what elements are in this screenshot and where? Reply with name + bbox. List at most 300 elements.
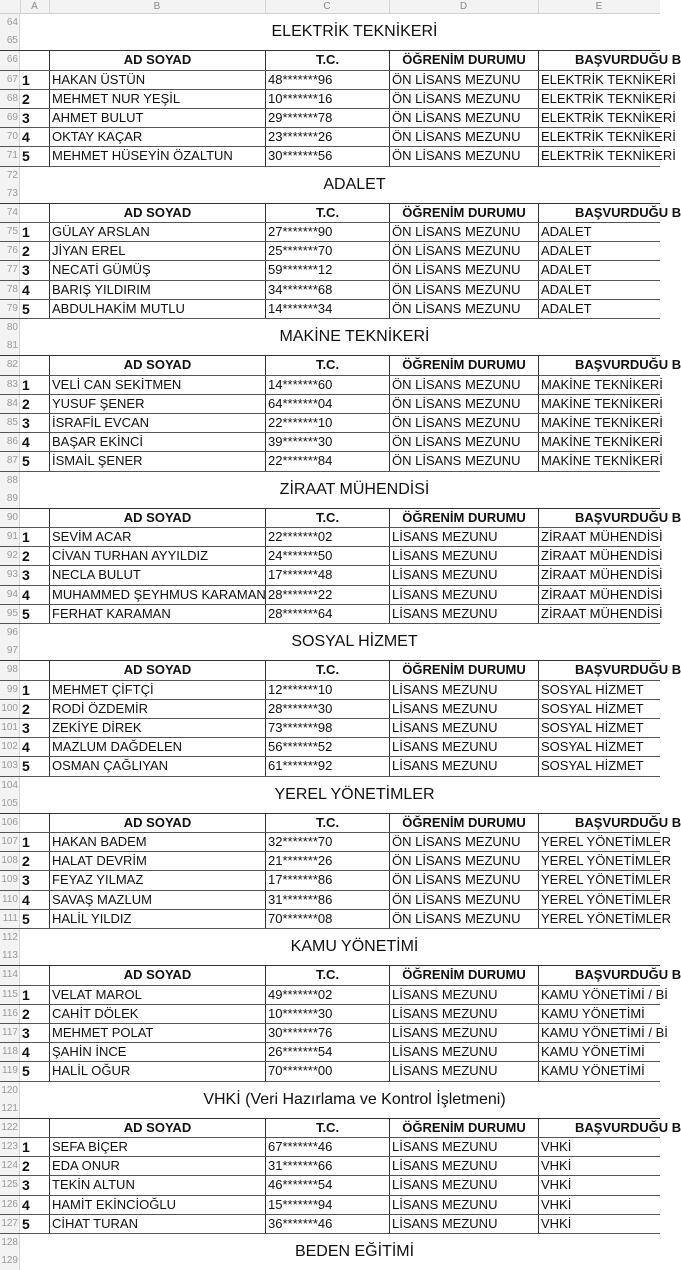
row-number[interactable]: 103	[0, 757, 20, 775]
cell-tc[interactable]: 21*******26	[265, 852, 389, 870]
row-number[interactable]: 97	[0, 642, 20, 660]
row-number[interactable]: 122	[0, 1119, 20, 1137]
cell-tc[interactable]: 34*******68	[265, 281, 389, 299]
row-number[interactable]: 125	[0, 1176, 20, 1194]
cell-applied-position[interactable]: MAKİNE TEKNİKERİ	[538, 452, 660, 470]
row-number[interactable]: 70	[0, 128, 20, 146]
cell-education[interactable]: ÖN LİSANS MEZUNU	[389, 414, 538, 432]
header-ogrenim-durumu[interactable]: ÖĞRENİM DURUMU	[389, 356, 538, 374]
cell-applied-position[interactable]: ZİRAAT MÜHENDİSİ	[538, 547, 660, 565]
cell-education[interactable]: ÖN LİSANS MEZUNU	[389, 109, 538, 127]
cell-education[interactable]: ÖN LİSANS MEZUNU	[389, 281, 538, 299]
cell-education[interactable]: LİSANS MEZUNU	[389, 1196, 538, 1214]
cell-education[interactable]: LİSANS MEZUNU	[389, 1062, 538, 1080]
cell-applied-position[interactable]: YEREL YÖNETİMLER	[538, 833, 660, 851]
cell-number[interactable]: 5	[22, 148, 30, 165]
cell-applied-position[interactable]: SOSYAL HİZMET	[538, 757, 660, 775]
cell-name[interactable]: FEYAZ YILMAZ	[49, 871, 265, 889]
row-number[interactable]: 74	[0, 204, 20, 222]
cell-applied-position[interactable]: YEREL YÖNETİMLER	[538, 910, 660, 928]
cell-education[interactable]: LİSANS MEZUNU	[389, 719, 538, 737]
cell-tc[interactable]: 26*******54	[265, 1043, 389, 1061]
header-tc[interactable]: T.C.	[265, 1119, 389, 1137]
cell-applied-position[interactable]: ELEKTRİK TEKNİKERİ	[538, 128, 660, 146]
cell-number[interactable]: 1	[22, 529, 30, 546]
cell-applied-position[interactable]: VHKİ	[538, 1157, 660, 1175]
cell-tc[interactable]: 22*******02	[265, 528, 389, 546]
cell-number[interactable]: 4	[22, 434, 30, 451]
cell-education[interactable]: ÖN LİSANS MEZUNU	[389, 242, 538, 260]
cell-applied-position[interactable]: VHKİ	[538, 1176, 660, 1194]
cell-education[interactable]: ÖN LİSANS MEZUNU	[389, 852, 538, 870]
cell-name[interactable]: VELAT MAROL	[49, 986, 265, 1004]
cell-education[interactable]: LİSANS MEZUNU	[389, 1005, 538, 1023]
row-number[interactable]: 119	[0, 1062, 20, 1080]
header-ad-soyad[interactable]: AD SOYAD	[49, 1119, 265, 1137]
row-number[interactable]: 115	[0, 986, 20, 1004]
cell-number[interactable]: 1	[22, 224, 30, 241]
cell-education[interactable]: ÖN LİSANS MEZUNU	[389, 261, 538, 279]
row-number[interactable]: 96	[0, 624, 20, 642]
cell-name[interactable]: NECLA BULUT	[49, 566, 265, 584]
cell-education[interactable]: LİSANS MEZUNU	[389, 700, 538, 718]
column-header-a[interactable]: A	[20, 0, 50, 13]
row-number[interactable]: 75	[0, 223, 20, 241]
cell-number[interactable]: 2	[22, 395, 30, 412]
row-number[interactable]: 107	[0, 833, 20, 851]
header-basvurdugu[interactable]: BAŞVURDUĞU B	[538, 661, 660, 679]
cell-applied-position[interactable]: KAMU YÖNETİMİ	[538, 1062, 660, 1080]
header-ogrenim-durumu[interactable]: ÖĞRENİM DURUMU	[389, 966, 538, 984]
cell-applied-position[interactable]: ADALET	[538, 300, 660, 318]
cell-number[interactable]: 1	[22, 71, 30, 88]
cell-tc[interactable]: 28*******64	[265, 605, 389, 623]
cell-education[interactable]: LİSANS MEZUNU	[389, 1043, 538, 1061]
cell-name[interactable]: OSMAN ÇAĞLIYAN	[49, 757, 265, 775]
cell-education[interactable]: LİSANS MEZUNU	[389, 1138, 538, 1156]
row-number[interactable]: 101	[0, 719, 20, 737]
cell-number[interactable]: 5	[22, 758, 30, 775]
cell-education[interactable]: ÖN LİSANS MEZUNU	[389, 376, 538, 394]
header-basvurdugu[interactable]: BAŞVURDUĞU B	[538, 966, 660, 984]
header-ogrenim-durumu[interactable]: ÖĞRENİM DURUMU	[389, 661, 538, 679]
cell-name[interactable]: HALAT DEVRİM	[49, 852, 265, 870]
header-ad-soyad[interactable]: AD SOYAD	[49, 51, 265, 69]
cell-applied-position[interactable]: ZİRAAT MÜHENDİSİ	[538, 586, 660, 604]
cell-number[interactable]: 3	[22, 414, 30, 431]
cell-tc[interactable]: 25*******70	[265, 242, 389, 260]
header-basvurdugu[interactable]: BAŞVURDUĞU B	[538, 51, 660, 69]
cell-applied-position[interactable]: MAKİNE TEKNİKERİ	[538, 376, 660, 394]
header-tc[interactable]: T.C.	[265, 509, 389, 527]
select-all-corner[interactable]	[0, 0, 21, 13]
row-number[interactable]: 76	[0, 242, 20, 260]
cell-applied-position[interactable]: ELEKTRİK TEKNİKERİ	[538, 71, 660, 89]
cell-number[interactable]: 5	[22, 1063, 30, 1080]
row-number[interactable]: 64	[0, 14, 20, 32]
cell-number[interactable]: 5	[22, 453, 30, 470]
row-number[interactable]: 126	[0, 1196, 20, 1214]
cell-education[interactable]: LİSANS MEZUNU	[389, 1024, 538, 1042]
cell-number[interactable]: 4	[22, 891, 30, 908]
row-number[interactable]: 109	[0, 871, 20, 889]
cell-tc[interactable]: 14*******34	[265, 300, 389, 318]
row-number[interactable]: 121	[0, 1100, 20, 1118]
cell-name[interactable]: HALİL YILDIZ	[49, 910, 265, 928]
cell-applied-position[interactable]: YEREL YÖNETİMLER	[538, 871, 660, 889]
cell-applied-position[interactable]: ADALET	[538, 281, 660, 299]
cell-education[interactable]: ÖN LİSANS MEZUNU	[389, 433, 538, 451]
cell-name[interactable]: BAŞAR EKİNCİ	[49, 433, 265, 451]
row-number[interactable]: 94	[0, 586, 20, 604]
cell-number[interactable]: 3	[22, 109, 30, 126]
cell-applied-position[interactable]: KAMU YÖNETİMİ / Bİ	[538, 1024, 660, 1042]
cell-tc[interactable]: 22*******10	[265, 414, 389, 432]
cell-number[interactable]: 3	[22, 262, 30, 279]
cell-education[interactable]: LİSANS MEZUNU	[389, 605, 538, 623]
row-number[interactable]: 124	[0, 1157, 20, 1175]
cell-name[interactable]: AHMET BULUT	[49, 109, 265, 127]
cell-number[interactable]: 2	[22, 700, 30, 717]
cell-number[interactable]: 3	[22, 1024, 30, 1041]
row-number[interactable]: 72	[0, 167, 20, 185]
row-number[interactable]: 110	[0, 891, 20, 909]
cell-tc[interactable]: 22*******84	[265, 452, 389, 470]
cell-name[interactable]: HALİL OĞUR	[49, 1062, 265, 1080]
cell-name[interactable]: HAKAN BADEM	[49, 833, 265, 851]
row-number[interactable]: 88	[0, 472, 20, 490]
cell-name[interactable]: YUSUF ŞENER	[49, 395, 265, 413]
cell-name[interactable]: SEFA BİÇER	[49, 1138, 265, 1156]
cell-number[interactable]: 3	[22, 567, 30, 584]
cell-number[interactable]: 4	[22, 281, 30, 298]
cell-applied-position[interactable]: MAKİNE TEKNİKERİ	[538, 414, 660, 432]
row-number[interactable]: 123	[0, 1138, 20, 1156]
cell-number[interactable]: 1	[22, 1139, 30, 1156]
cell-number[interactable]: 4	[22, 1196, 30, 1213]
row-number[interactable]: 81	[0, 337, 20, 355]
row-number[interactable]: 92	[0, 547, 20, 565]
cell-number[interactable]: 5	[22, 910, 30, 927]
cell-tc[interactable]: 10*******16	[265, 90, 389, 108]
cell-education[interactable]: ÖN LİSANS MEZUNU	[389, 300, 538, 318]
cell-name[interactable]: FERHAT KARAMAN	[49, 605, 265, 623]
header-cell-a[interactable]	[20, 1119, 49, 1137]
cell-tc[interactable]: 28*******22	[265, 586, 389, 604]
cell-number[interactable]: 2	[22, 1005, 30, 1022]
cell-applied-position[interactable]: ADALET	[538, 261, 660, 279]
cell-tc[interactable]: 59*******12	[265, 261, 389, 279]
cell-name[interactable]: HAKAN ÜSTÜN	[49, 71, 265, 89]
cell-applied-position[interactable]: SOSYAL HİZMET	[538, 738, 660, 756]
cell-education[interactable]: ÖN LİSANS MEZUNU	[389, 147, 538, 165]
header-ad-soyad[interactable]: AD SOYAD	[49, 356, 265, 374]
cell-tc[interactable]: 61*******92	[265, 757, 389, 775]
cell-education[interactable]: ÖN LİSANS MEZUNU	[389, 395, 538, 413]
cell-tc[interactable]: 30*******76	[265, 1024, 389, 1042]
row-number[interactable]: 117	[0, 1024, 20, 1042]
cell-applied-position[interactable]: ZİRAAT MÜHENDİSİ	[538, 605, 660, 623]
row-number[interactable]: 85	[0, 414, 20, 432]
cell-name[interactable]: MEHMET ÇİFTÇİ	[49, 681, 265, 699]
cell-name[interactable]: OKTAY KAÇAR	[49, 128, 265, 146]
cell-name[interactable]: CİVAN TURHAN AYYILDIZ	[49, 547, 265, 565]
cell-tc[interactable]: 48*******96	[265, 71, 389, 89]
row-number[interactable]: 67	[0, 71, 20, 89]
cell-tc[interactable]: 27*******90	[265, 223, 389, 241]
row-number[interactable]: 80	[0, 319, 20, 337]
cell-name[interactable]: BARIŞ YILDIRIM	[49, 281, 265, 299]
row-number[interactable]: 111	[0, 910, 20, 928]
cell-number[interactable]: 2	[22, 90, 30, 107]
cell-name[interactable]: İSRAFİL EVCAN	[49, 414, 265, 432]
cell-education[interactable]: LİSANS MEZUNU	[389, 566, 538, 584]
header-ad-soyad[interactable]: AD SOYAD	[49, 966, 265, 984]
cell-name[interactable]: VELİ CAN SEKİTMEN	[49, 376, 265, 394]
cell-name[interactable]: CİHAT TURAN	[49, 1215, 265, 1233]
cell-applied-position[interactable]: ELEKTRİK TEKNİKERİ	[538, 109, 660, 127]
cell-number[interactable]: 3	[22, 719, 30, 736]
cell-name[interactable]: MAZLUM DAĞDELEN	[49, 738, 265, 756]
column-header-d[interactable]: D	[389, 0, 539, 13]
cell-education[interactable]: LİSANS MEZUNU	[389, 757, 538, 775]
cell-tc[interactable]: 56*******52	[265, 738, 389, 756]
cell-tc[interactable]: 64*******04	[265, 395, 389, 413]
cell-applied-position[interactable]: MAKİNE TEKNİKERİ	[538, 433, 660, 451]
header-tc[interactable]: T.C.	[265, 814, 389, 832]
header-cell-a[interactable]	[20, 661, 49, 679]
cell-number[interactable]: 2	[22, 853, 30, 870]
row-number[interactable]: 106	[0, 814, 20, 832]
row-number[interactable]: 86	[0, 433, 20, 451]
header-cell-a[interactable]	[20, 51, 49, 69]
row-number[interactable]: 102	[0, 738, 20, 756]
cell-education[interactable]: LİSANS MEZUNU	[389, 586, 538, 604]
header-cell-a[interactable]	[20, 966, 49, 984]
cell-applied-position[interactable]: ZİRAAT MÜHENDİSİ	[538, 528, 660, 546]
row-number[interactable]: 120	[0, 1082, 20, 1100]
header-cell-a[interactable]	[20, 509, 49, 527]
cell-name[interactable]: SEVİM ACAR	[49, 528, 265, 546]
row-number[interactable]: 104	[0, 777, 20, 795]
header-ogrenim-durumu[interactable]: ÖĞRENİM DURUMU	[389, 1119, 538, 1137]
cell-name[interactable]: GÜLAY ARSLAN	[49, 223, 265, 241]
header-ogrenim-durumu[interactable]: ÖĞRENİM DURUMU	[389, 51, 538, 69]
cell-tc[interactable]: 73*******98	[265, 719, 389, 737]
row-number[interactable]: 91	[0, 528, 20, 546]
row-number[interactable]: 113	[0, 947, 20, 965]
cell-tc[interactable]: 31*******66	[265, 1157, 389, 1175]
row-number[interactable]: 65	[0, 32, 20, 50]
row-number[interactable]: 105	[0, 795, 20, 813]
cell-tc[interactable]: 17*******48	[265, 566, 389, 584]
row-number[interactable]: 83	[0, 376, 20, 394]
cell-name[interactable]: RODİ ÖZDEMİR	[49, 700, 265, 718]
header-ogrenim-durumu[interactable]: ÖĞRENİM DURUMU	[389, 509, 538, 527]
cell-name[interactable]: MUHAMMED ŞEYHMUS KARAMAN	[49, 586, 265, 604]
row-number[interactable]: 68	[0, 90, 20, 108]
cell-number[interactable]: 5	[22, 605, 30, 622]
cell-education[interactable]: LİSANS MEZUNU	[389, 986, 538, 1004]
row-number[interactable]: 78	[0, 281, 20, 299]
cell-name[interactable]: HAMİT EKİNCİOĞLU	[49, 1196, 265, 1214]
row-number[interactable]: 95	[0, 605, 20, 623]
column-header-b[interactable]: B	[49, 0, 266, 13]
header-tc[interactable]: T.C.	[265, 356, 389, 374]
cell-name[interactable]: NECATİ GÜMÜŞ	[49, 261, 265, 279]
cell-number[interactable]: 3	[22, 872, 30, 889]
cell-number[interactable]: 4	[22, 1044, 30, 1061]
header-basvurdugu[interactable]: BAŞVURDUĞU B	[538, 1119, 660, 1137]
cell-name[interactable]: CAHİT DÖLEK	[49, 1005, 265, 1023]
cell-tc[interactable]: 32*******70	[265, 833, 389, 851]
cell-number[interactable]: 1	[22, 834, 30, 851]
row-number[interactable]: 112	[0, 929, 20, 947]
cell-tc[interactable]: 70*******08	[265, 910, 389, 928]
row-number[interactable]: 79	[0, 300, 20, 318]
cell-name[interactable]: MEHMET POLAT	[49, 1024, 265, 1042]
cell-name[interactable]: MEHMET NUR YEŞİL	[49, 90, 265, 108]
cell-tc[interactable]: 29*******78	[265, 109, 389, 127]
cell-applied-position[interactable]: KAMU YÖNETİMİ / Bİ	[538, 986, 660, 1004]
cell-education[interactable]: LİSANS MEZUNU	[389, 547, 538, 565]
row-number[interactable]: 87	[0, 452, 20, 470]
cell-applied-position[interactable]: KAMU YÖNETİMİ	[538, 1043, 660, 1061]
cell-number[interactable]: 4	[22, 129, 30, 146]
cell-name[interactable]: ZEKİYE DİREK	[49, 719, 265, 737]
cell-applied-position[interactable]: VHKİ	[538, 1215, 660, 1233]
header-ogrenim-durumu[interactable]: ÖĞRENİM DURUMU	[389, 814, 538, 832]
cell-number[interactable]: 2	[22, 548, 30, 565]
column-header-c[interactable]: C	[265, 0, 390, 13]
cell-education[interactable]: ÖN LİSANS MEZUNU	[389, 910, 538, 928]
header-tc[interactable]: T.C.	[265, 51, 389, 69]
cell-name[interactable]: MEHMET HÜSEYİN ÖZALTUN	[49, 147, 265, 165]
header-tc[interactable]: T.C.	[265, 204, 389, 222]
row-number[interactable]: 118	[0, 1043, 20, 1061]
cell-applied-position[interactable]: MAKİNE TEKNİKERİ	[538, 395, 660, 413]
row-number[interactable]: 100	[0, 700, 20, 718]
column-header-e[interactable]: E	[595, 1, 603, 12]
cell-applied-position[interactable]: YEREL YÖNETİMLER	[538, 852, 660, 870]
row-number[interactable]: 129	[0, 1252, 20, 1270]
cell-tc[interactable]: 67*******46	[265, 1138, 389, 1156]
cell-name[interactable]: SAVAŞ MAZLUM	[49, 891, 265, 909]
cell-number[interactable]: 4	[22, 586, 30, 603]
cell-education[interactable]: ÖN LİSANS MEZUNU	[389, 891, 538, 909]
header-ad-soyad[interactable]: AD SOYAD	[49, 509, 265, 527]
cell-tc[interactable]: 30*******56	[265, 147, 389, 165]
header-basvurdugu[interactable]: BAŞVURDUĞU B	[538, 814, 660, 832]
row-number[interactable]: 99	[0, 681, 20, 699]
cell-number[interactable]: 2	[22, 1158, 30, 1175]
cell-education[interactable]: LİSANS MEZUNU	[389, 1157, 538, 1175]
cell-education[interactable]: ÖN LİSANS MEZUNU	[389, 833, 538, 851]
row-number[interactable]: 77	[0, 261, 20, 279]
cell-applied-position[interactable]: YEREL YÖNETİMLER	[538, 891, 660, 909]
row-number[interactable]: 82	[0, 356, 20, 374]
cell-education[interactable]: LİSANS MEZUNU	[389, 528, 538, 546]
cell-applied-position[interactable]: SOSYAL HİZMET	[538, 719, 660, 737]
cell-tc[interactable]: 39*******30	[265, 433, 389, 451]
cell-applied-position[interactable]: ZİRAAT MÜHENDİSİ	[538, 566, 660, 584]
cell-number[interactable]: 1	[22, 986, 30, 1003]
cell-applied-position[interactable]: ADALET	[538, 223, 660, 241]
header-cell-a[interactable]	[20, 204, 49, 222]
row-number[interactable]: 116	[0, 1005, 20, 1023]
row-number[interactable]: 98	[0, 661, 20, 679]
cell-tc[interactable]: 23*******26	[265, 128, 389, 146]
cell-name[interactable]: ABDULHAKİM MUTLU	[49, 300, 265, 318]
cell-number[interactable]: 2	[22, 243, 30, 260]
cell-applied-position[interactable]: ELEKTRİK TEKNİKERİ	[538, 147, 660, 165]
cell-education[interactable]: ÖN LİSANS MEZUNU	[389, 71, 538, 89]
row-number[interactable]: 128	[0, 1234, 20, 1252]
cell-number[interactable]: 4	[22, 739, 30, 756]
header-basvurdugu[interactable]: BAŞVURDUĞU B	[538, 204, 660, 222]
header-cell-a[interactable]	[20, 356, 49, 374]
cell-tc[interactable]: 28*******30	[265, 700, 389, 718]
cell-number[interactable]: 5	[22, 1215, 30, 1232]
cell-tc[interactable]: 17*******86	[265, 871, 389, 889]
row-number[interactable]: 90	[0, 509, 20, 527]
cell-number[interactable]: 1	[22, 681, 30, 698]
cell-name[interactable]: TEKİN ALTUN	[49, 1176, 265, 1194]
row-number[interactable]: 108	[0, 852, 20, 870]
row-number[interactable]: 73	[0, 185, 20, 203]
cell-applied-position[interactable]: ELEKTRİK TEKNİKERİ	[538, 90, 660, 108]
cell-number[interactable]: 1	[22, 376, 30, 393]
cell-applied-position[interactable]: ADALET	[538, 242, 660, 260]
row-number[interactable]: 71	[0, 147, 20, 165]
header-ad-soyad[interactable]: AD SOYAD	[49, 204, 265, 222]
cell-education[interactable]: ÖN LİSANS MEZUNU	[389, 223, 538, 241]
row-number[interactable]: 127	[0, 1215, 20, 1233]
cell-applied-position[interactable]: SOSYAL HİZMET	[538, 681, 660, 699]
header-cell-a[interactable]	[20, 814, 49, 832]
cell-education[interactable]: ÖN LİSANS MEZUNU	[389, 452, 538, 470]
cell-number[interactable]: 5	[22, 300, 30, 317]
header-ad-soyad[interactable]: AD SOYAD	[49, 814, 265, 832]
cell-applied-position[interactable]: VHKİ	[538, 1196, 660, 1214]
cell-tc[interactable]: 14*******60	[265, 376, 389, 394]
header-basvurdugu[interactable]: BAŞVURDUĞU B	[538, 356, 660, 374]
cell-tc[interactable]: 31*******86	[265, 891, 389, 909]
cell-education[interactable]: ÖN LİSANS MEZUNU	[389, 871, 538, 889]
cell-number[interactable]: 3	[22, 1177, 30, 1194]
row-number[interactable]: 66	[0, 51, 20, 69]
cell-name[interactable]: İSMAİL ŞENER	[49, 452, 265, 470]
row-number[interactable]: 114	[0, 966, 20, 984]
row-number[interactable]: 89	[0, 490, 20, 508]
cell-applied-position[interactable]: SOSYAL HİZMET	[538, 700, 660, 718]
header-tc[interactable]: T.C.	[265, 966, 389, 984]
cell-tc[interactable]: 15*******94	[265, 1196, 389, 1214]
cell-education[interactable]: LİSANS MEZUNU	[389, 1176, 538, 1194]
header-basvurdugu[interactable]: BAŞVURDUĞU B	[538, 509, 660, 527]
cell-education[interactable]: LİSANS MEZUNU	[389, 1215, 538, 1233]
header-tc[interactable]: T.C.	[265, 661, 389, 679]
row-number[interactable]: 69	[0, 109, 20, 127]
cell-name[interactable]: JİYAN EREL	[49, 242, 265, 260]
cell-tc[interactable]: 36*******46	[265, 1215, 389, 1233]
cell-applied-position[interactable]: KAMU YÖNETİMİ	[538, 1005, 660, 1023]
cell-name[interactable]: EDA ONUR	[49, 1157, 265, 1175]
cell-education[interactable]: ÖN LİSANS MEZUNU	[389, 90, 538, 108]
cell-tc[interactable]: 70*******00	[265, 1062, 389, 1080]
cell-name[interactable]: ŞAHİN İNCE	[49, 1043, 265, 1061]
row-number[interactable]: 84	[0, 395, 20, 413]
